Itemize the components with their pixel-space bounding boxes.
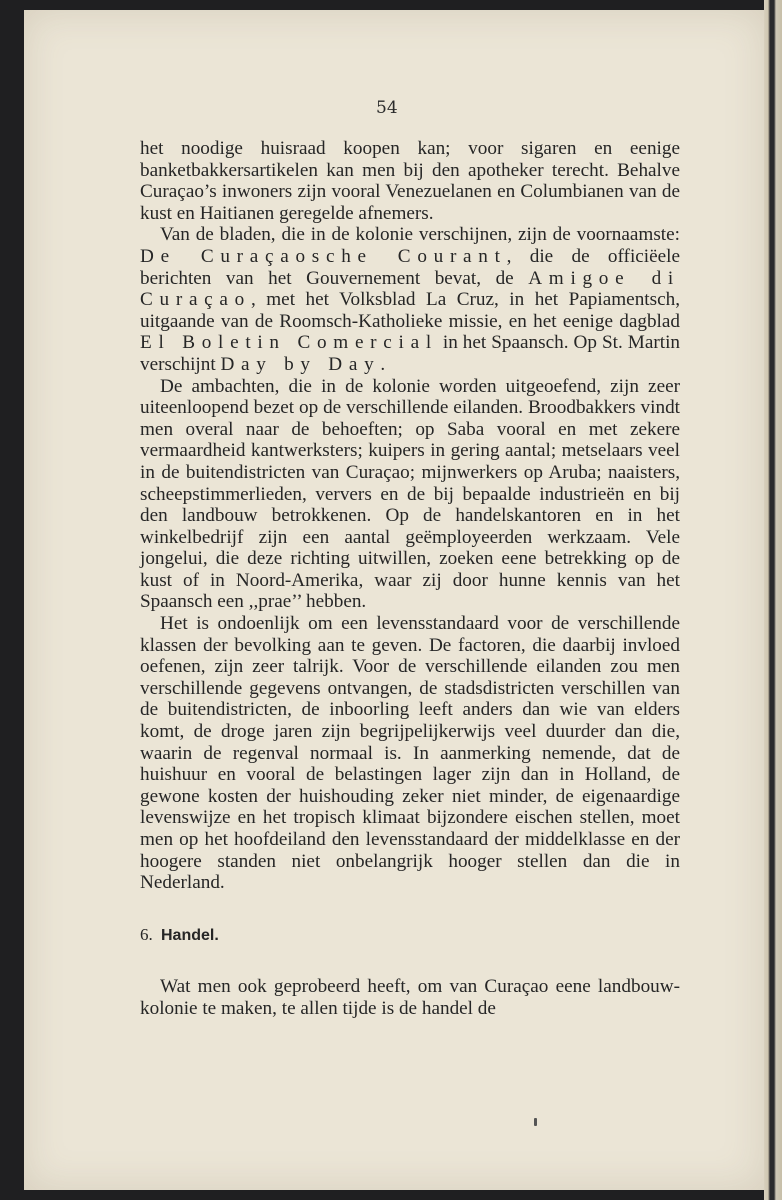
newspaper-title-amigoe: Amigoe di Curaçao xyxy=(140,267,680,311)
body-text xyxy=(140,138,680,1020)
paragraph-2 xyxy=(140,224,680,375)
section-title: Handel. xyxy=(161,926,219,944)
section-number: 6. xyxy=(140,924,153,944)
newspaper-title-boletin: El Boletin Comercial xyxy=(140,332,438,354)
paragraph-2-end: . xyxy=(380,353,386,375)
page-edge xyxy=(764,0,782,1200)
section-heading xyxy=(140,924,680,947)
ink-speck xyxy=(534,1118,537,1126)
paragraph-2-intro: Van de bladen, die in de kolonie verschijnen, zijn de voornaamste: xyxy=(160,224,680,246)
page-number: 54 xyxy=(376,98,398,118)
paragraph-3: De ambachten, die in de kolonie worden uitgeoefend, zijn zeer uiteenloopend bezet op de verschillende eilanden. Broodbakkers vindt men overal naar de behoeften; op Saba vooral en met zekere vermaardheid kantwerksters; kuipers in gering aantal; metselaars veel in de buitendistricten van Curaçao; mijnwerkers op Aruba; naaisters, scheepstimmerlieden, ververs en de bij bepaalde industrieën en bij den landbouw betrokkenen. Op de handelskantoren en in het winkelbedrijf zijn een aantal geëmployeerden werkzaam. Vele jongelui, die deze richting uitwillen, zoeken eene betrekking op de kust of in Noord-Amerika, waar zij door hunne kennis van het Spaansch een ,,prae’’ hebben. xyxy=(140,375,680,613)
paragraph-2-text-a: , die de officiëele berichten van het Gouvernement bevat, de xyxy=(140,245,680,289)
paragraph-5: Wat men ook geprobeerd heeft, om van Curaçao eene landbouw-kolonie te maken, te allen tijde is de handel de xyxy=(140,976,680,1019)
newspaper-title-daybyday: Day by Day xyxy=(220,353,381,375)
newspaper-title-courant: De Curaçaosche Courant xyxy=(140,245,507,267)
paragraph-4: Het is ondoenlijk om een levensstandaard voor de verschillende klassen der bevolking aan te geven. De factoren, die daarbij invloed oefenen, zijn zeer talrijk. Voor de verschillende eilanden zou men verschillende gegevens ontvangen, de stadsdistricten verschillen van de buitendistricten, de inboorling leeft anders dan wie van elders komt, de droge jaren zijn begrijpelijkerwijs veel duurder dan die, waarin de regenval normaal is. In aanmerking nemende, dat de huishuur en vooral de belastingen lager zijn dan in Holland, de gewone kosten der huishouding zeker niet minder, de eigenaardige levenswijze en het tropisch klimaat bijzondere eischen stellen, moet men op het hoofdeiland den levensstandaard der middelklasse en der hoogere standen niet onbelangrijk hooger stellen dan die in Nederland. xyxy=(140,613,680,894)
paragraph-1: het noodige huisraad koopen kan; voor sigaren en eenige banketbakkersartikelen kan men bij den apotheker terecht. Behalve Curaçao’s inwoners zijn vooral Venezuelanen en Columbianen van de kust en Haitianen geregelde afnemers. xyxy=(140,138,680,224)
paragraph-2-text-c: in het Spaansch. Op St. Martin verschijnt xyxy=(140,332,680,375)
paragraph-2-text-b: , met het Volksblad La Cruz, in het Papiamentsch, uitgaande van de Roomsch-Katholieke missie, en het eenige dagblad xyxy=(140,289,680,332)
